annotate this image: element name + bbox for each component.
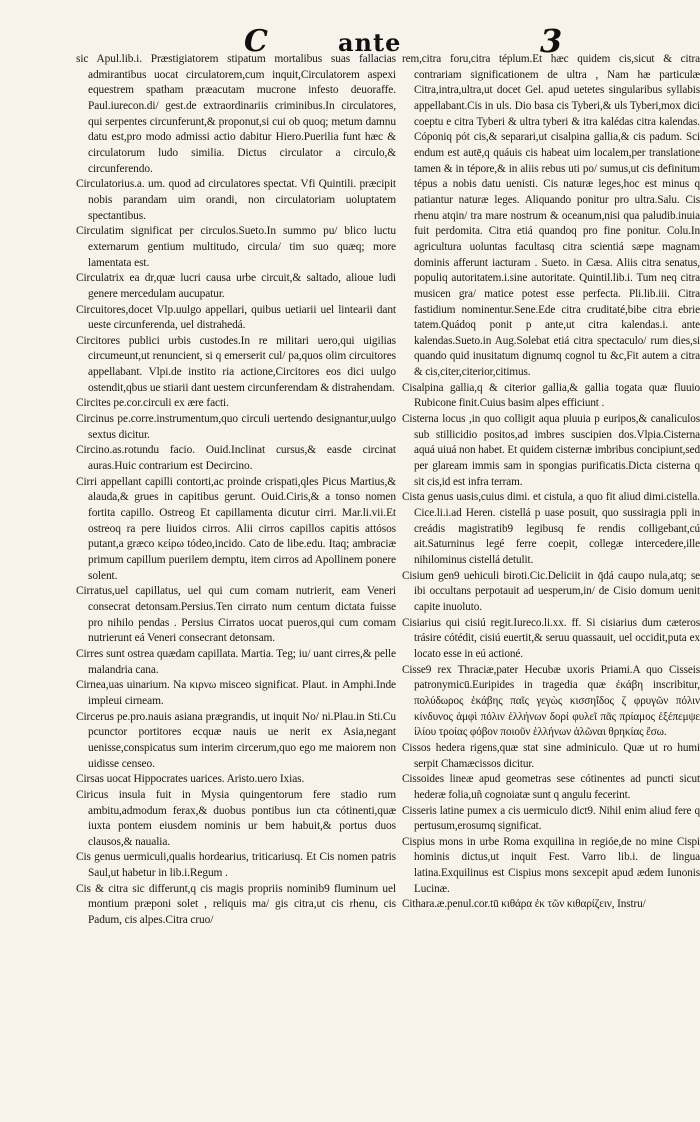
header-letter-right: 3	[540, 22, 563, 60]
dictionary-entry: Cispius mons in urbe Roma exquilina in regióe,de no mine Cispi hominis dictus,ut inquit Fest. Varro lib.i. de lingua latina.Exquilinus est Cispius mons sexcepit apud ædem Iunonis Lucinæ.	[402, 835, 700, 895]
dictionary-entry: Cirri appellant capilli contorti,ac proinde crispati,qles Picus Martius,& alauda,& grues in capitibus gerunt. Ouid.Ciris,& a tonso nomen fortita capillo. Ostreog Et capillamenta dicutur cirri. Mar.li.vii.Et ostreoq ra pere liuidos cirros. Alii cirros capillos capitis attósos putant,a græco κείρω tódeo,incido. Cato de libe.edu. Itaq; ambraciæ primum capillum puerilem demptu, item cirros ad Apollinem ponere solent.	[76, 475, 396, 582]
dictionary-entry: Circino.as.rotundu facio. Ouid.Inclinat cursus,& easde circinat auras.Huic contrarium est Decircino.	[76, 444, 396, 473]
dictionary-entry: Cis & citra sic differunt,q cis magis propriis nominib9 fluminum uel montium præponi solet , reliquis ma/ gis citra,ut cis rhenu, cis Padum, cis alpes.Citra cruo/	[76, 882, 396, 927]
dictionary-entry: Circitores publici urbis custodes.In re militari uero,qui uigilias circumeunt,ut renuncient, si q emerserit cul/ pa,quos olim circuitores appellabant. Vlpi.de instito ria actione,Circitores eos dici uulgo ostendit,qbus ue stiarii dant uestem circunferendam & distrahendam.	[76, 334, 396, 394]
dictionary-entry: Cisium gen9 uehiculi biroti.Cic.Deliciit in q̄dá caupo nula,atq; se ibi occultans perpotauit ad uesperum,in/ de Cisio domum uenit capite inuoluto.	[402, 569, 700, 613]
dictionary-entry: Cissos hedera rigens,quæ stat sine adminiculo. Quæ ut ro humi serpit Chamæcissos dicitur.	[402, 741, 700, 770]
left-column	[76, 52, 396, 1092]
dictionary-entry: Cirres sunt ostrea quædam capillata. Martia. Teg; iu/ uant cirres,& pelle malandria cana.	[76, 647, 396, 676]
dictionary-entry: sic Apul.lib.i. Præstigiatorem stipatum mortalibus suas fallacias admirantibus uocat circulatorem,cum inquit,Circulatorem aspexi equestrem spatham præacutam mucrone infesto deuoraffe. Paul.iurecon.di/ gest.de extraordinariis criminibus.In circulatores, qui serpentes circunferunt,& proponut,si cui ob quoq; metum damnu datu est,pro modo admissi actio dabitur Hiero.Puerilia funt hæc & circulatorum ludo similia. Dictus circulator a circulo,& circunferendo.	[76, 53, 396, 175]
dictionary-entry: Cisalpina gallia,q & citerior gallia,& gallia togata quæ fluuio Rubicone finit.Cuius basim alpes efficiunt .	[402, 381, 700, 410]
dictionary-entry: Circinus pe.corre.instrumentum,quo circuli uertendo designantur,uulgo sextus dicitur.	[76, 413, 396, 441]
dictionary-entry: Cisterna locus ,in quo colligit aqua pluuia p euripos,& canaliculos sub stillicidio positos,ad imbres suscipien dos.Vlpia.Cisterna aquá uiuá non habet. Et quidem cisternæ imbribus concipiunt,sed per glaream immis sam in spongias purificatis.Dicta cisterna q sit cis,id est infra terram.	[402, 413, 700, 488]
dictionary-entry: Circites pe.cor.circuli ex ære facti.	[76, 397, 229, 410]
dictionary-entry: Circuitores,docet Vlp.uulgo appellari, quibus uetiarii uel lintearii dant ueste circunferenda, uel distrahedá.	[76, 303, 396, 332]
dictionary-entry: Cirratus,uel capillatus, uel qui cum comam nutrierit, eam Veneri consecrat detonsam.Persius.Ten cirrato num centum dictata fuisse pro nihilo pendas . Persius Cirratos uocat pueros,qui cum comam nutrierunt eá Veneri consecrant detonsam.	[76, 585, 396, 645]
dictionary-entry: Cissoides lineæ apud geometras sese cótinentes ad puncti sicut hederæ folia,uñ cognoiatæ sunt q angulu fecerint.	[402, 773, 700, 801]
dictionary-entry: Circulatrix ea dr,quæ lucri causa urbe circuit,& saltado, alioue ludi genere mercedulam aucupatur.	[76, 272, 396, 300]
dictionary-entry: Cis genus uermiculi,qualis hordearius, triticariusq. Et Cis nomen patris Saul,ut habetur in lib.i.Regum .	[76, 851, 396, 880]
dictionary-entry: Cista genus uasis,cuius dimi. et cistula, a quo fit aliud dimi.cistella. Cice.li.i.ad Heren. cistellá p uase posuit, quo sussiragia ppli in creádis magistratib9 legibusq fe rendis colligebant,cú ait.Saturninus legé ferre coepit, collegæ intercedere,ille nihilominus cistellá detulit.	[402, 491, 700, 566]
dictionary-entry: Circulatorius.a. um. quod ad circulatores spectat. Vfi Quintili. præcipit nobis parandam uim orandi, non circulatoriam uoluptatem spectantibus.	[76, 178, 396, 222]
dictionary-entry: Cirsas uocat Hippocrates uarices. Aristo.uero Ixias.	[76, 773, 305, 786]
dictionary-entry: Cisiarius qui cisiú regit.Iureco.li.xx. ff. Si cisiarius dum cæteros trásire cótédit, cisiú euertit,& seruu quassauit, uel occidit,puta ex locato esse in eú actioné.	[402, 616, 700, 660]
dictionary-entry: rem,citra foru,citra téplum.Et hæc quidem cis,sicut & citra contrariam significationem de ultra , Nam hæ particulæ Citra,intra,ultra,ut docet Gel. apud uetetes singularibus syllabis appellabant.Cis in uls. Dio basa cis Tyberi,& uls Tyberi,mox dici coeptu e citra Tyberi & ultra tyberi & itra kalédas citra kalendas. Cóponiq pót cis,& separari,ut cisalpina gallia,& cis padum. Sci endum est autē,q quáuis cis habeat uim localem,per translatione tamen & in tépore,& in aliis rebus uti po/ sumus,ut cis definitum tépus a nobis datu uenisti. Cis naturæ leges,hoc est minus q patiantur naturæ leges. Aliquando ponitur pro ultra.Salu. Cis rhenu atqin/ tra mare nostrum & oceanum,nisi qua paludib.inuia fuit perdomita. Citra etiá quandoq pro fine ponitur. Colu.In agricultura uoluntas facultasq citra scientiá sæpe magnam dominis afferunt iacturam . Sueto. in Cæsa. Aliis citra senatus, populiq autoritatem.i.sine autoritate. Quintil.lib.i. Tum neq citra musicen gra/ matice potest esse perfecta. Pli.lib.iii. Citra fastidium nominentur.Sene.Ede citra cruditaté,bibe citra ebrie tatem.Quádoq ponit p ante,ut citra kalendas.i. ante kalendas.Sueto.in Aug.Solebat etiá citra spectaculo/ rum dies,si quando quid inusitatum dignumq cognol tu &c,Fit autem a citra & cis,citer,citerior,citimus.	[402, 53, 700, 379]
dictionary-entry: Cisseris latine pumex a cis uermiculo dict9. Nihil enim aliud fere q pertusum,erosumq significat.	[402, 804, 700, 833]
dictionary-entry: Cisse9 rex Thraciæ,pater Hecubæ uxoris Priami.A quo Cisseis patronymicū.Euripides in tragedia quæ έκάβη inscribitur, πολύδωρος ἑκάβης παῖς γεγὼς κισσηΐδος ζ φρυγῶν πόλιν κίνδυνος ἀμφὶ πόλιν ἑλλήνων δορί φυλεῖ πᾶς πρίαμος ἑξέπεμψε ἰλίου τροίας φόβον ποιοῦν ἑλλήνων ἁλῶναι θρηκίας ἔσω.	[402, 663, 700, 739]
dictionary-entry: Cithara.æ.penul.cor.tū κιθάρα ἐκ τῶν κιθαρίζειν, Instru/	[402, 898, 646, 911]
header-letter-left: C	[244, 24, 268, 59]
dictionary-entry: Cirnea,uas uinarium. Na κιρνω misceo significat. Plaut. in Amphi.Inde impleui cirneam.	[76, 679, 396, 707]
dictionary-entry: Circulatim significat per circulos.Sueto.In summo pu/ blico luctu externarum gentium multitudo, circula/ tim suo quæq; more lamentata est.	[76, 225, 396, 269]
header-keyword: ante	[338, 28, 402, 57]
dictionary-entry: Circerus pe.pro.nauis asiana prægrandis, ut inquit No/ ni.Plau.in Sti.Cu pcunctor portitores ecquæ nauis ue nerit ex Asia,negant uenisse,conspicatus sum interim circerum,quo ego me maiorem non uidisse censeo.	[76, 710, 396, 770]
dictionary-entry: Ciricus insula fuit in Mysia quingentorum fere stadio rum ambitu,admodum ferax,& duobus pontibus iun cta cótinenti,quæ iuxta pontem eiusdem nominis ur bem habuit,& portus duos clausos,& naualia.	[76, 788, 396, 848]
right-column	[402, 52, 700, 1092]
